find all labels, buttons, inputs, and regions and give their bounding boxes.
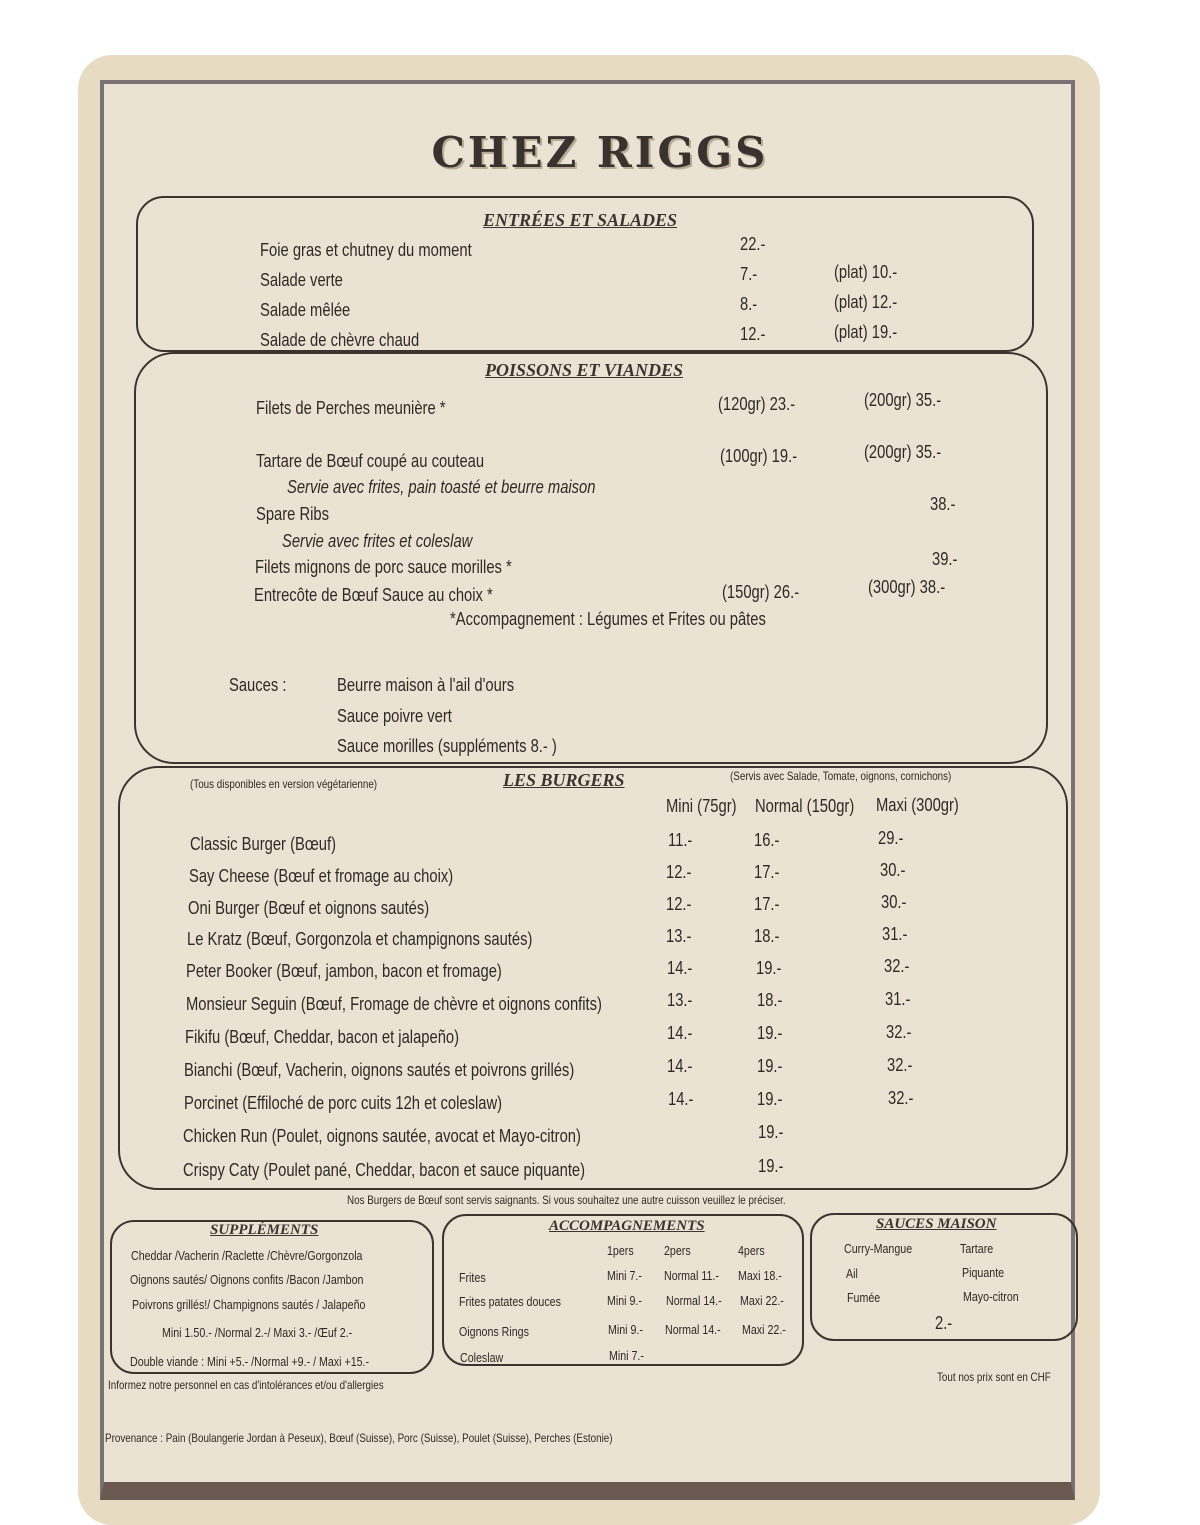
column-header-1pers: 1pers <box>607 1243 634 1258</box>
column-header-normal: Normal (150gr) <box>755 796 855 816</box>
price-normal: 17.- <box>754 862 780 882</box>
price-1pers: Mini 9.- <box>607 1293 642 1308</box>
price-normal: 19.- <box>758 1156 784 1176</box>
burger-name: Say Cheese (Bœuf et fromage au choix) <box>189 866 454 886</box>
column-header-maxi: Maxi (300gr) <box>876 795 959 815</box>
column-header-mini: Mini (75gr) <box>666 796 737 816</box>
price-2pers: Normal 14.- <box>665 1322 721 1337</box>
sauce-item: Curry-Mangue <box>844 1241 913 1256</box>
supplement-double-meat: Double viande : Mini +5.- /Normal +9.- / Maxi +15.- <box>130 1354 370 1369</box>
price-maxi: 31.- <box>882 924 908 944</box>
item-price-small: (120gr) 23.- <box>718 394 796 414</box>
price-2pers: Normal 14.- <box>666 1293 722 1308</box>
burger-name: Classic Burger (Bœuf) <box>190 834 336 854</box>
price-normal: 19.- <box>757 1023 783 1043</box>
currency-note: Tout nos prix sont en CHF <box>937 1370 1051 1384</box>
burger-name: Fikifu (Bœuf, Cheddar, bacon et jalapeño) <box>185 1027 460 1047</box>
side-name: Frites <box>459 1270 486 1285</box>
restaurant-title: CHEZ RIGGS <box>431 128 769 177</box>
burgers-served-note: (Servis avec Salade, Tomate, oignons, cornichons) <box>730 769 952 783</box>
burgers-heading: LES BURGERS <box>503 770 625 790</box>
price-1pers: Mini 9.- <box>608 1322 643 1337</box>
price-mini: 14.- <box>668 1089 694 1109</box>
price-maxi: 30.- <box>880 860 906 880</box>
sauce-item: Fumée <box>847 1290 881 1305</box>
item-price-small: (100gr) 19.- <box>720 446 798 466</box>
price-1pers: Mini 7.- <box>607 1268 642 1283</box>
price-mini: 13.- <box>667 990 693 1010</box>
sauce-item: Tartare <box>960 1241 994 1256</box>
item-name: Filets mignons de porc sauce morilles * <box>255 557 512 577</box>
item-price-large: 39.- <box>932 549 958 569</box>
item-price: 7.- <box>740 264 758 284</box>
accompagnements-heading: ACCOMPAGNEMENTS <box>549 1218 705 1234</box>
item-plat-price: (plat) 19.- <box>834 322 898 342</box>
item-name: Salade verte <box>260 270 343 290</box>
price-mini: 11.- <box>668 830 693 850</box>
sauce-option: Beurre maison à l'ail d'ours <box>337 675 515 695</box>
item-note: Servie avec frites et coleslaw <box>282 531 473 551</box>
sauce-item: Piquante <box>962 1265 1005 1280</box>
item-name: Salade mêlée <box>260 300 351 320</box>
provenance-note: Provenance : Pain (Boulangerie Jordan à Peseux), Bœuf (Suisse), Porc (Suisse), Poulet (Suisse), Perches (Estonie) <box>105 1431 613 1445</box>
burgers-vegetarian-note: (Tous disponibles en version végétarienne) <box>190 777 378 791</box>
item-name: Salade de chèvre chaud <box>260 330 420 350</box>
side-name: Oignons Rings <box>459 1324 529 1339</box>
burger-name: Peter Booker (Bœuf, jambon, bacon et fromage) <box>186 961 502 981</box>
burgers-cooking-note: Nos Burgers de Bœuf sont servis saignants. Si vous souhaitez une autre cuisson veuillez le préciser. <box>347 1193 786 1207</box>
price-maxi: 31.- <box>885 989 911 1009</box>
sauce-option: Sauce poivre vert <box>337 706 452 726</box>
price-1pers: Mini 7.- <box>609 1348 644 1363</box>
side-name: Frites patates douces <box>459 1294 561 1309</box>
item-name: Filets de Perches meunière * <box>256 398 446 418</box>
item-name: Entrecôte de Bœuf Sauce au choix * <box>254 585 493 605</box>
price-2pers: Normal 11.- <box>664 1268 719 1283</box>
item-price: 12.- <box>740 324 766 344</box>
item-price-large: (200gr) 35.- <box>864 390 942 410</box>
side-name: Coleslaw <box>460 1350 504 1365</box>
item-note: Servie avec frites, pain toasté et beurre maison <box>287 477 596 497</box>
burger-name: Monsieur Seguin (Bœuf, Fromage de chèvre et oignons confits) <box>186 994 602 1014</box>
accompaniment-note: *Accompagnement : Légumes et Frites ou pâtes <box>450 609 766 629</box>
price-normal: 17.- <box>754 894 780 914</box>
price-mini: 13.- <box>666 926 692 946</box>
price-mini: 12.- <box>666 862 692 882</box>
price-maxi: 32.- <box>884 956 910 976</box>
item-price-large: (200gr) 35.- <box>864 442 942 462</box>
item-price-small: (150gr) 26.- <box>722 582 800 602</box>
price-maxi: 32.- <box>887 1055 913 1075</box>
price-normal: 16.- <box>754 830 780 850</box>
price-4pers: Maxi 18.- <box>738 1268 782 1283</box>
price-normal: 19.- <box>757 1056 783 1076</box>
sauce-item: Mayo-citron <box>963 1289 1019 1304</box>
price-normal: 19.- <box>758 1122 784 1142</box>
burger-name: Oni Burger (Bœuf et oignons sautés) <box>188 898 430 918</box>
column-header-2pers: 2pers <box>664 1243 691 1258</box>
sauces-label: Sauces : <box>229 675 287 695</box>
item-name: Tartare de Bœuf coupé au couteau <box>256 451 485 471</box>
price-mini: 14.- <box>667 1023 693 1043</box>
price-mini: 12.- <box>666 894 692 914</box>
sauces-maison-heading: SAUCES MAISON <box>876 1216 997 1232</box>
sauce-item: Ail <box>846 1266 858 1281</box>
item-price: 8.- <box>740 294 758 314</box>
price-maxi: 32.- <box>886 1022 912 1042</box>
item-plat-price: (plat) 12.- <box>834 292 898 312</box>
sauce-option: Sauce morilles (suppléments 8.- ) <box>337 736 557 756</box>
item-plat-price: (plat) 10.- <box>834 262 898 282</box>
price-normal: 19.- <box>756 958 782 978</box>
item-price-large: (300gr) 38.- <box>868 577 946 597</box>
supplement-price-line: Mini 1.50.- /Normal 2.-/ Maxi 3.- /Œuf 2.- <box>162 1325 353 1340</box>
price-normal: 18.- <box>757 990 783 1010</box>
burger-name: Porcinet (Effiloché de porc cuits 12h et coleslaw) <box>184 1093 503 1113</box>
accompagnements-section <box>442 1214 804 1366</box>
burger-name: Chicken Run (Poulet, oignons sautée, avocat et Mayo-citron) <box>183 1126 581 1146</box>
column-header-4pers: 4pers <box>738 1243 765 1258</box>
entrees-heading: ENTRÉES ET SALADES <box>483 210 678 230</box>
price-maxi: 32.- <box>888 1088 914 1108</box>
item-name: Spare Ribs <box>256 504 330 524</box>
price-mini: 14.- <box>667 1056 693 1076</box>
burger-name: Bianchi (Bœuf, Vacherin, oignons sautés et poivrons grillés) <box>184 1060 575 1080</box>
item-price-large: 38.- <box>930 494 956 514</box>
sauces-maison-price: 2.- <box>935 1313 953 1333</box>
price-maxi: 30.- <box>881 892 907 912</box>
burger-name: Crispy Caty (Poulet pané, Cheddar, bacon et sauce piquante) <box>183 1160 586 1180</box>
price-mini: 14.- <box>667 958 693 978</box>
price-normal: 18.- <box>754 926 780 946</box>
supplement-line: Oignons sautés/ Oignons confits /Bacon /Jambon <box>130 1272 364 1287</box>
item-price: 22.- <box>740 234 766 254</box>
poissons-heading: POISSONS ET VIANDES <box>485 360 684 380</box>
supplement-line: Cheddar /Vacherin /Raclette /Chèvre/Gorgonzola <box>131 1248 363 1263</box>
price-normal: 19.- <box>757 1089 783 1109</box>
supplement-line: Poivrons grillés!/ Champignons sautés / Jalapeño <box>132 1297 366 1312</box>
allergy-note: Informez notre personnel en cas d'intolérances et/ou d'allergies <box>108 1378 384 1392</box>
price-maxi: 29.- <box>878 828 904 848</box>
burger-name: Le Kratz (Bœuf, Gorgonzola et champignons sautés) <box>187 929 533 949</box>
price-4pers: Maxi 22.- <box>740 1293 784 1308</box>
item-name: Foie gras et chutney du moment <box>260 240 472 260</box>
supplements-heading: SUPPLÉMENTS <box>210 1222 319 1238</box>
price-4pers: Maxi 22.- <box>742 1322 786 1337</box>
